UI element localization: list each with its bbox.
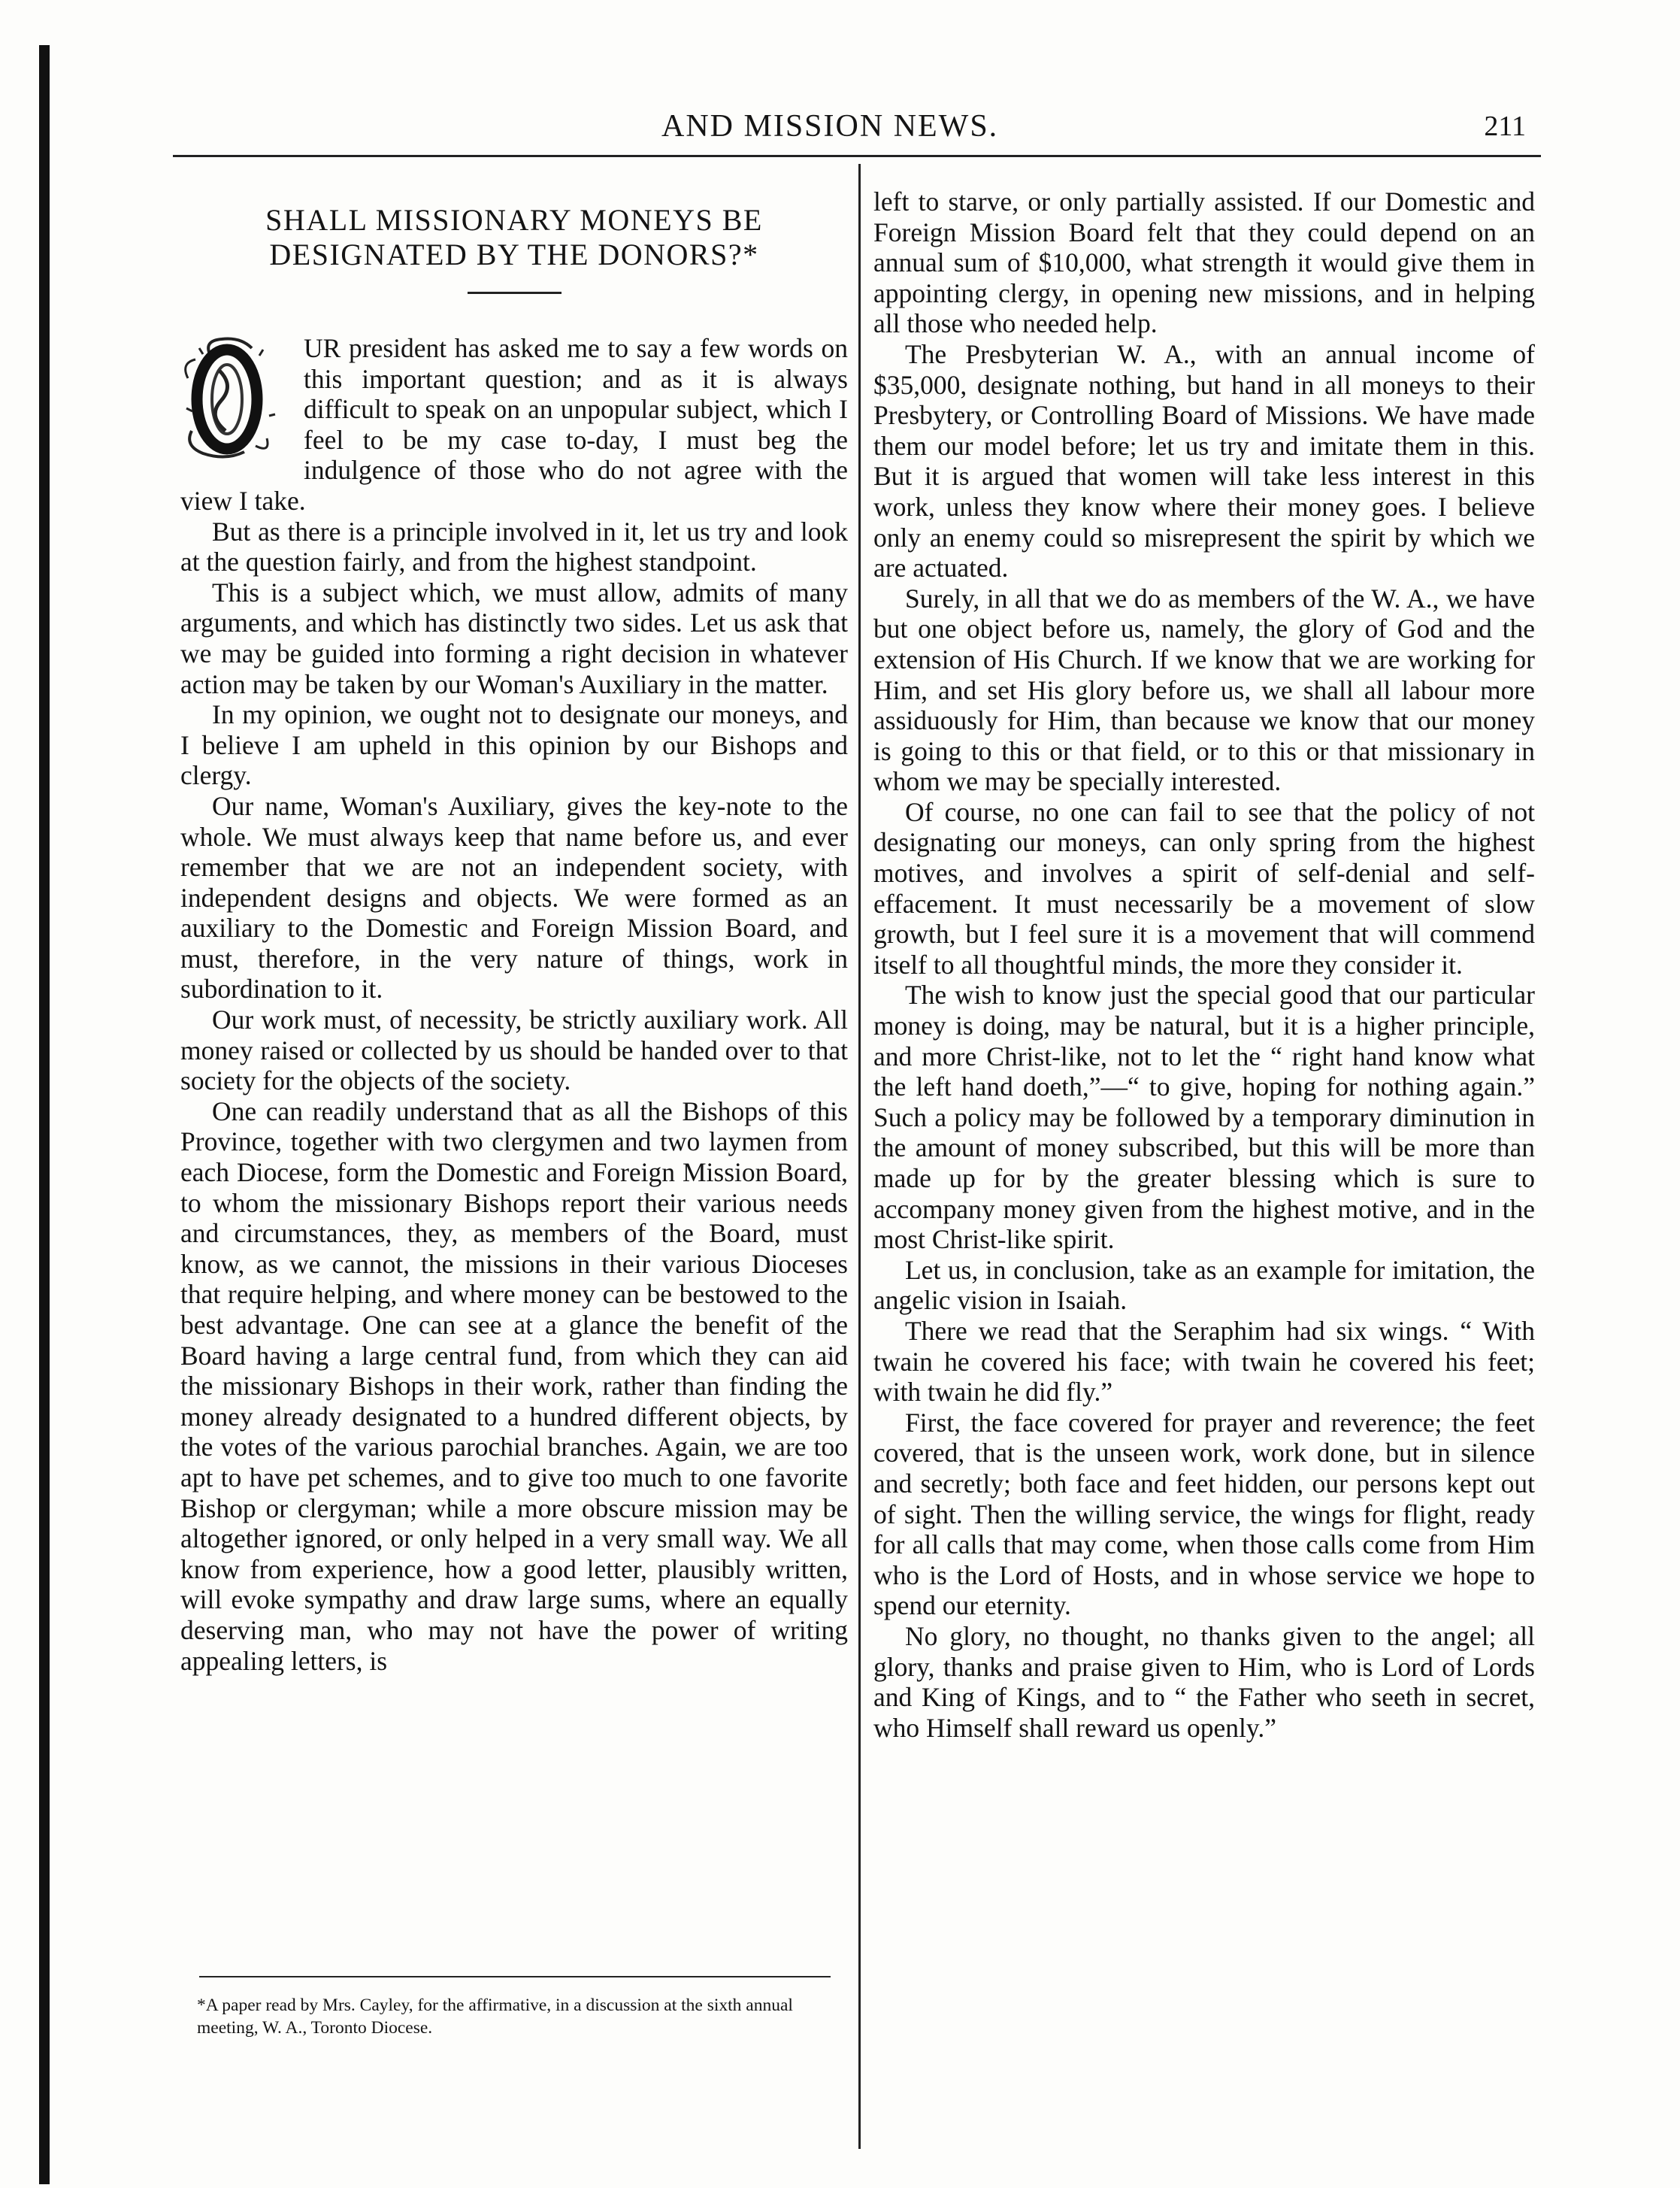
column-divider: [858, 164, 861, 2149]
article-paragraph: Our name, Woman's Auxiliary, gives the key-note to the whole. We must always keep that name before us, and ever remember that we are not an independent society, with independent designs and objects. We were formed as an auxiliary to the Domestic and Foreign Mission Board, and must, therefore, in the very nature of things, work in subordination to it.: [180, 790, 848, 1005]
article-paragraph: [180, 333, 848, 517]
article-paragraph: This is a subject which, we must allow, admits of many arguments, and which has distinctly two sides. Let us ask that we may be guided into forming a right decision in whatever action may be taken by our Woman's Auxiliary in the matter.: [180, 577, 848, 699]
article-paragraph: Surely, in all that we do as members of the W. A., we have but one object before us, namely, the glory of God and the extension of His Church. If we know that we are working for Him, and set His glory before us, we shall all labour more assiduously for Him, than because we know that our money is going to this or that field, or to this or that missionary in whom we may be specially interested.: [873, 583, 1535, 797]
article-paragraph: Let us, in conclusion, take as an example for imitation, the angelic vision in Isaiah.: [873, 1254, 1535, 1316]
article-paragraph: No glory, no thought, no thanks given to the angel; all glory, thanks and praise given to Him, who is Lord of Lords and King of Kings, and to “ the Father who seeth in secret, who Himself shall reward us openly.”: [873, 1620, 1535, 1743]
article-paragraph: Our work must, of necessity, be strictly auxiliary work. All money raised or collected by us should be handed over to that society for the objects of the society.: [180, 1005, 848, 1096]
title-rule: [468, 292, 562, 294]
article-paragraph: The wish to know just the special good that our particular money is doing, may be natural, but it is a higher principle, and more Christ-like, not to let the “ right hand know what the left hand doeth,”—“ to give, hoping for nothing again.” Such a policy may be followed by a temporary diminution in the amount of money subscribed, but this will be more than made up for by the greater blessing which is sure to accompany money given from the highest motive, and in the most Christ-like spirit.: [873, 980, 1535, 1255]
binding-shadow: [39, 45, 50, 2184]
page-number: 211: [1484, 111, 1526, 142]
dropcap-o-icon: [180, 333, 293, 462]
footnote: *A paper read by Mrs. Cayley, for the affirmative, in a discussion at the sixth annual meeting, W. A., Toronto Diocese.: [197, 1996, 793, 2038]
article-paragraph: The Presbyterian W. A., with an annual income of $35,000, designate nothing, but hand in all moneys to their Presbytery, or Controlling Board of Missions. We have made them our model before; let us try and imitate them in this. But it is argued that women will take less interest in this work, unless they know where their money goes. I believe only an enemy could so misrepresent the spirit by which we are actuated.: [873, 338, 1535, 583]
ornamental-dropcap: [180, 333, 293, 462]
left-column: [180, 188, 848, 1676]
article-paragraph: In my opinion, we ought not to designate our moneys, and I believe I am upheld in this opinion by our Bishops and clergy.: [180, 699, 848, 791]
article-paragraph: One can readily understand that as all the Bishops of this Province, together with two clergymen and two laymen from each Diocese, form the Domestic and Foreign Mission Board, to whom the missionary Bishops report their various needs and circumstances, they, as members of the Board, must know, as we cannot, the missions in their various Dioceses that require helping, and where money can be bestowed to the best advantage. One can see at a glance the benefit of the Board having a large central fund, from which they can aid the missionary Bishops in their work, rather than finding the money already designated to a hundred different objects, by the votes of the various parochial branches. Again, we are too apt to have pet schemes, and to give too much to one favorite Bishop or clergyman; while a more obscure mission may be altogether ignored, or only helped in a very small way. We all know from experience, how a good letter, plausibly written, will evoke sympathy and draw large sums, where an equally deserving man, who may not have the power of writing appealing letters, is: [180, 1096, 848, 1676]
paragraph-text: UR president has asked me to say a few words on this important question; and as it is always difficult to speak on an unpopular subject, which I feel to be my case to-day, I must beg the indulgence of those who do not agree with the view I take.: [180, 333, 848, 516]
running-title: AND MISSION NEWS.: [661, 109, 999, 144]
header-rule: [173, 155, 1541, 157]
article-paragraph: First, the face covered for prayer and reverence; the feet covered, that is the unseen work, work done, but in silence and secretly; both face and feet hidden, our persons kept out of sight. Then the willing service, the wings for flight, ready for all calls that may come, when those calls come from Him who is the Lord of Hosts, and in whose service we hope to spend our eternity.: [873, 1407, 1535, 1621]
article-paragraph: There we read that the Seraphim had six wings. “ With twain he covered his face; with twain he covered his feet; with twain he did fly.”: [873, 1315, 1535, 1408]
article-paragraph: But as there is a principle involved in it, let us try and look at the question fairly, and from the highest standpoint.: [180, 516, 848, 577]
article-paragraph: Of course, no one can fail to see that the policy of not designating our moneys, can only spring from the highest motives, and involves a spirit of self-denial and self-effacement. It must necessarily be a movement of slow growth, but I feel sure it is a movement that will commend itself to all thoughtful minds, the more they consider it.: [873, 796, 1535, 980]
footnote-rule: [199, 1976, 831, 1977]
article-title: SHALL MISSIONARY MONEYS BE DESIGNATED BY THE DONORS?*: [265, 203, 763, 271]
right-column: [873, 186, 1535, 1743]
running-head: [173, 105, 1541, 150]
article-paragraph: left to starve, or only partially assisted. If our Domestic and Foreign Mission Board felt that they could depend on an annual sum of $10,000, what strength it would give them in appointing clergy, in opening new missions, and in helping all those who needed help.: [873, 186, 1535, 339]
